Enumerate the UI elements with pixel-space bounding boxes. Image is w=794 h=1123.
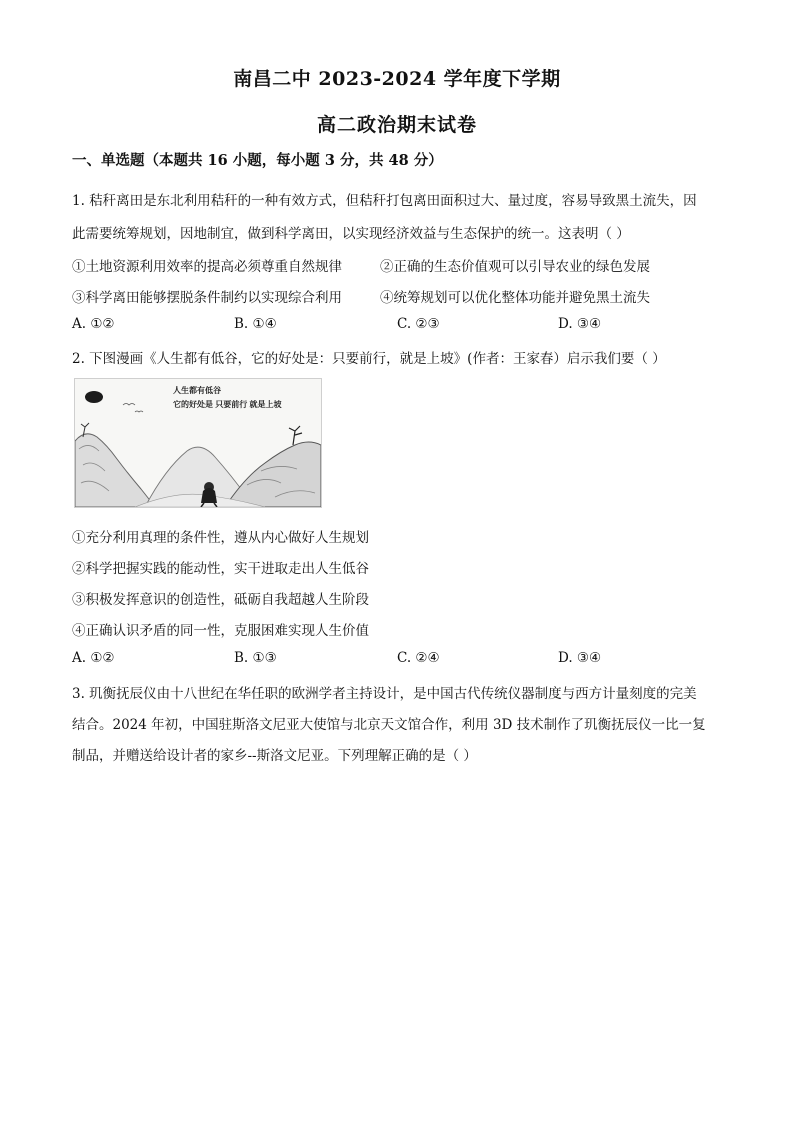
q2-statement-2: ②科学把握实践的能动性，实干进取走出人生低谷	[72, 561, 369, 577]
q1-statement-3: ③科学离田能够摆脱条件制约以实现综合利用	[72, 290, 342, 306]
cartoon-caption-1: 人生都有低谷	[173, 386, 221, 395]
q3-stem-line3: 制品，并赠送给设计者的家乡--斯洛文尼亚。下列理解正确的是（ ）	[72, 748, 477, 764]
q2-statement-3: ③积极发挥意识的创造性，砥砺自我超越人生阶段	[72, 592, 369, 608]
q2-option-c[interactable]: C. ②④	[397, 650, 440, 666]
q1-option-c[interactable]: C. ②③	[397, 316, 440, 332]
q2-option-b[interactable]: B. ①③	[234, 650, 277, 666]
q2-stem-line1: 2. 下图漫画《人生都有低谷，它的好处是：只要前行，就是上坡》(作者：王家春）启示我们要（ ）	[72, 351, 666, 367]
q1-statement-1: ①土地资源利用效率的提高必须尊重自然规律	[72, 259, 342, 275]
q2-statement-1: ①充分利用真理的条件性，遵从内心做好人生规划	[72, 530, 369, 546]
q1-stem-line1: 1. 秸秆离田是东北利用秸秆的一种有效方式，但秸秆打包离田面积过大、量过度，容易导致黑土流失，因	[72, 193, 697, 209]
q2-cartoon-image	[74, 378, 322, 508]
q1-statement-2: ②正确的生态价值观可以引导农业的绿色发展	[380, 259, 650, 275]
q1-option-b[interactable]: B. ①④	[234, 316, 277, 332]
q2-statement-4: ④正确认识矛盾的同一性，克服困难实现人生价值	[72, 623, 369, 639]
q3-stem-line2: 结合。2024 年初，中国驻斯洛文尼亚大使馆与北京天文馆合作，利用 3D 技术制作了玑衡抚辰仪一比一复	[72, 717, 706, 733]
q3-stem-line1: 3. 玑衡抚辰仪由十八世纪在华任职的欧洲学者主持设计，是中国古代传统仪器制度与西方计量刻度的完美	[72, 686, 697, 702]
exam-title-school: 南昌二中 2023-2024 学年度下学期	[233, 68, 561, 90]
exam-title-subject: 高二政治期末试卷	[316, 114, 477, 136]
section-heading: 一、单选题（本题共 16 小题，每小题 3 分，共 48 分）	[72, 152, 443, 169]
cartoon-caption-2: 它的好处是 只要前行 就是上坡	[173, 400, 282, 409]
q1-option-d[interactable]: D. ③④	[558, 316, 602, 332]
q2-option-d[interactable]: D. ③④	[558, 650, 602, 666]
q2-option-a[interactable]: A. ①②	[72, 650, 115, 666]
q1-option-a[interactable]: A. ①②	[72, 316, 115, 332]
cartoon-drawing	[75, 379, 321, 507]
q1-statement-4: ④统筹规划可以优化整体功能并避免黑土流失	[380, 290, 650, 306]
q1-stem-line2: 此需要统筹规划，因地制宜，做到科学离田，以实现经济效益与生态保护的统一。这表明（ ）	[72, 226, 630, 242]
